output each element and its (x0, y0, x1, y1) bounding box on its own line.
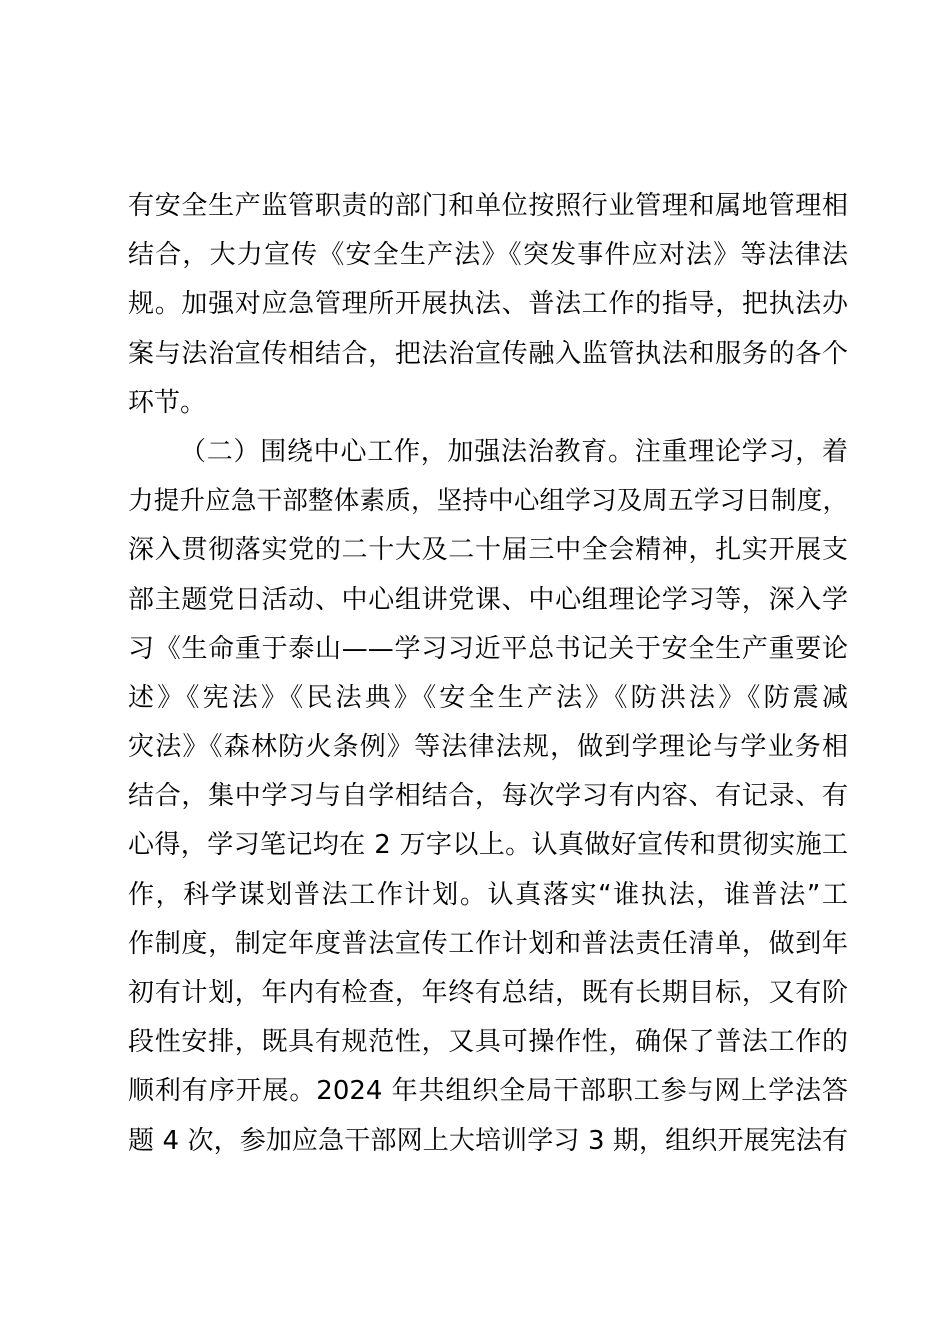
text-line: 结合，大力宣传《安全生产法》《突发事件应对法》等法律法 (128, 240, 848, 271)
text-line: 题 4 次，参加应急干部网上大培训学习 3 期，组织开展宪法有 (128, 1125, 848, 1156)
text-line: 初有计划，年内有检查，年终有总结，既有长期目标，又有阶 (128, 978, 848, 1008)
text-line: 力提升应急干部整体素质，坚持中心组学习及周五学习日制度， (128, 486, 848, 517)
text-line: 作，科学谋划普法工作计划。认真落实“谁执法，谁普法”工 (128, 879, 848, 910)
text-line: 顺利有序开展。2024 年共组织全局干部职工参与网上学法答 (128, 1076, 848, 1107)
text-line: 习《生命重于泰山——学习习近平总书记关于安全生产重要论 (128, 633, 848, 664)
text-line: 段性安排，既具有规范性，又具可操作性，确保了普法工作的 (128, 1027, 848, 1058)
text-line: 规。加强对应急管理所开展执法、普法工作的指导，把执法办 (128, 289, 848, 320)
text-line: 灾法》《森林防火条例》等法律法规，做到学理论与学业务相 (128, 732, 848, 763)
text-line: 案与法治宣传相结合，把法治宣传融入监管执法和服务的各个 (128, 338, 848, 369)
text-line: 心得，学习笔记均在 2 万字以上。认真做好宣传和贯彻实施工 (128, 830, 848, 861)
text-line: 环节。 (128, 387, 207, 418)
text-line: 深入贯彻落实党的二十大及二十届三中全会精神，扎实开展支 (128, 535, 848, 566)
document-body (128, 182, 848, 1166)
text-line: 述》《宪法》《民法典》《安全生产法》《防洪法》《防震减 (128, 682, 848, 713)
text-line: 部主题党日活动、中心组讲党课、中心组理论学习等，深入学 (128, 584, 848, 615)
text-line: 结合，集中学习与自学相结合，每次学习有内容、有记录、有 (128, 781, 848, 812)
text-line: 有安全生产监管职责的部门和单位按照行业管理和属地管理相 (128, 191, 848, 221)
paragraph-2 (128, 428, 848, 1166)
section-heading-line: （二）围绕中心工作，加强法治教育。注重理论学习，着 (180, 436, 848, 467)
text-line: 作制度，制定年度普法宣传工作计划和普法责任清单，做到年 (128, 928, 848, 959)
paragraph-1 (128, 182, 848, 428)
